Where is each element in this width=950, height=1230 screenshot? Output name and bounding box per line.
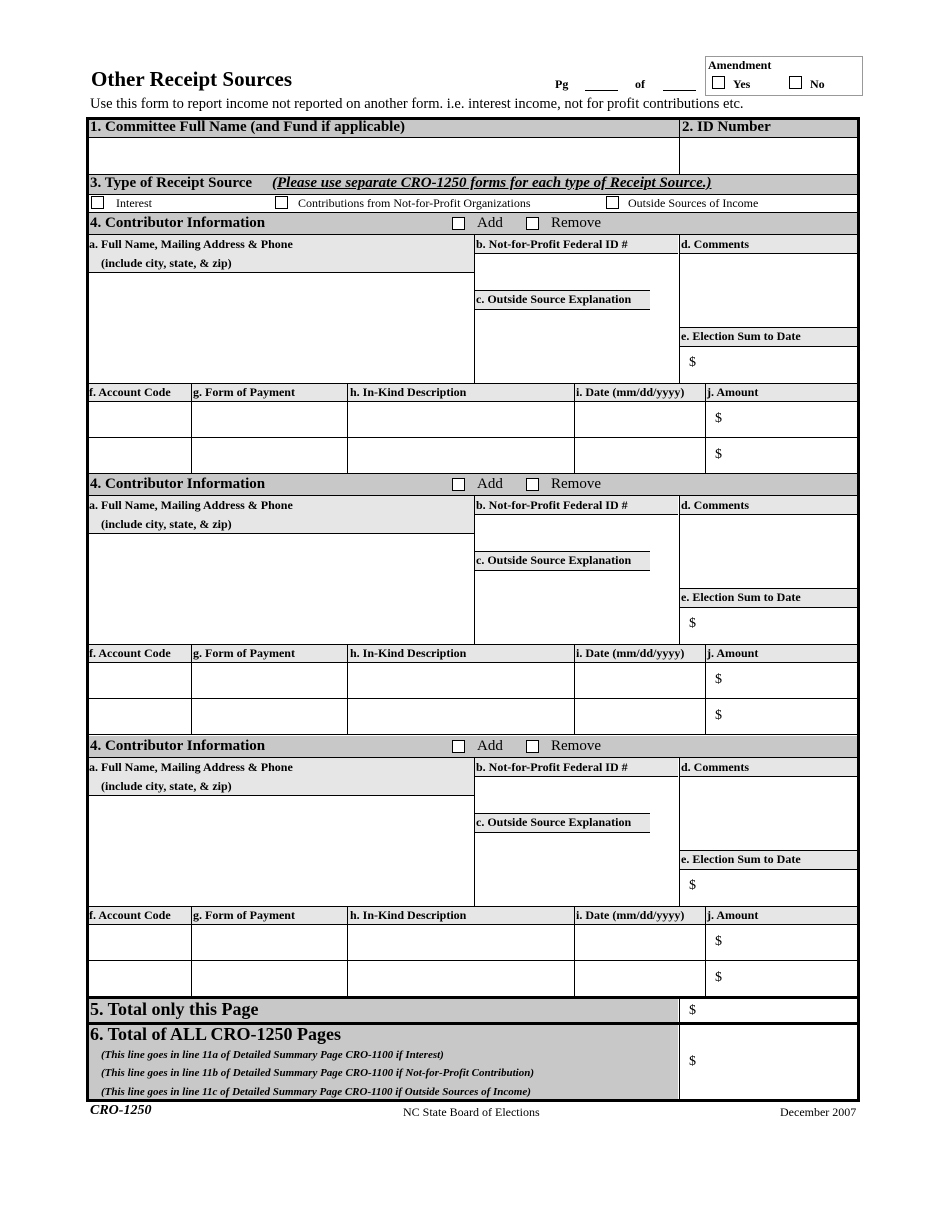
interest-checkbox[interactable] bbox=[91, 196, 104, 209]
pg-label: Pg bbox=[555, 77, 569, 91]
election-sum-field[interactable] bbox=[701, 608, 857, 643]
remove-checkbox[interactable] bbox=[526, 478, 539, 491]
page-total-field[interactable] bbox=[663, 90, 696, 91]
remove-label: Remove bbox=[551, 215, 601, 231]
amount-label: j. Amount bbox=[707, 646, 759, 660]
name-label: a. Full Name, Mailing Address & Phone bbox=[89, 760, 293, 774]
form-description: Use this form to report income not reported on another form. i.e. interest income, not for profit contributions etc. bbox=[90, 96, 744, 112]
entry-row[interactable] bbox=[89, 925, 857, 960]
total-page-field[interactable] bbox=[700, 1000, 857, 1021]
amount-dollar: $ bbox=[715, 672, 722, 687]
add-label: Add bbox=[477, 738, 503, 754]
comments-label: d. Comments bbox=[681, 760, 749, 774]
amendment-no-checkbox[interactable] bbox=[789, 76, 802, 89]
account-code-label: f. Account Code bbox=[89, 646, 171, 660]
form-payment-label: g. Form of Payment bbox=[193, 908, 295, 922]
amendment-yes-label: Yes bbox=[733, 77, 751, 91]
name-address-field[interactable] bbox=[89, 796, 473, 904]
name-address-field[interactable] bbox=[89, 534, 473, 642]
fed-id-field[interactable] bbox=[475, 515, 678, 550]
committee-name-field[interactable] bbox=[89, 138, 678, 173]
inkind-label: h. In-Kind Description bbox=[350, 646, 467, 660]
outside-sources-checkbox[interactable] bbox=[606, 196, 619, 209]
entry-row[interactable] bbox=[89, 438, 857, 473]
nonprofit-checkbox[interactable] bbox=[275, 196, 288, 209]
amount-dollar: $ bbox=[715, 708, 722, 723]
remove-label: Remove bbox=[551, 738, 601, 754]
date-label: i. Date (mm/dd/yyyy) bbox=[576, 646, 685, 660]
explanation-label: c. Outside Source Explanation bbox=[476, 292, 632, 306]
total-all-label: 6. Total of ALL CRO-1250 Pages bbox=[90, 1024, 342, 1044]
inkind-label: h. In-Kind Description bbox=[350, 385, 467, 399]
name-address-field[interactable] bbox=[89, 273, 473, 381]
election-sum-dollar: $ bbox=[689, 878, 696, 893]
explanation-label: c. Outside Source Explanation bbox=[476, 553, 632, 567]
amount-dollar: $ bbox=[715, 447, 722, 462]
amount-dollar: $ bbox=[715, 970, 722, 985]
election-sum-label: e. Election Sum to Date bbox=[681, 329, 801, 343]
page-number-field[interactable] bbox=[585, 90, 618, 91]
election-sum-field[interactable] bbox=[701, 870, 857, 905]
comments-field[interactable] bbox=[680, 777, 857, 850]
name-sub-label: (include city, state, & zip) bbox=[101, 779, 232, 793]
election-sum-dollar: $ bbox=[689, 616, 696, 631]
account-code-label: f. Account Code bbox=[89, 908, 171, 922]
form-payment-label: g. Form of Payment bbox=[193, 385, 295, 399]
comments-label: d. Comments bbox=[681, 237, 749, 251]
fed-id-label: b. Not-for-Profit Federal ID # bbox=[476, 760, 628, 774]
amount-dollar: $ bbox=[715, 411, 722, 426]
election-sum-field[interactable] bbox=[701, 347, 857, 382]
total-note-c: (This line goes in line 11c of Detailed Summary Page CRO-1100 if Outside Sources of Income) bbox=[101, 1086, 531, 1098]
add-checkbox[interactable] bbox=[452, 740, 465, 753]
amount-label: j. Amount bbox=[707, 908, 759, 922]
form-title: Other Receipt Sources bbox=[91, 67, 293, 91]
amendment-label: Amendment bbox=[708, 58, 772, 72]
fed-id-label: b. Not-for-Profit Federal ID # bbox=[476, 498, 628, 512]
total-all-dollar: $ bbox=[689, 1054, 696, 1069]
add-label: Add bbox=[477, 215, 503, 231]
total-note-a: (This line goes in line 11a of Detailed Summary Page CRO-1100 if Interest) bbox=[101, 1049, 444, 1061]
explanation-field[interactable] bbox=[475, 571, 678, 643]
name-sub-label: (include city, state, & zip) bbox=[101, 517, 232, 531]
outside-sources-label: Outside Sources of Income bbox=[628, 196, 759, 210]
explanation-label: c. Outside Source Explanation bbox=[476, 815, 632, 829]
contributor-title: 4. Contributor Information bbox=[90, 476, 266, 492]
explanation-field[interactable] bbox=[475, 833, 678, 905]
contributor-title: 4. Contributor Information bbox=[90, 738, 266, 754]
of-label: of bbox=[635, 77, 645, 91]
comments-field[interactable] bbox=[680, 515, 857, 588]
fed-id-field[interactable] bbox=[475, 254, 678, 289]
amendment-no-label: No bbox=[810, 77, 825, 91]
amendment-yes-checkbox[interactable] bbox=[712, 76, 725, 89]
receipt-source-note: (Please use separate CRO-1250 forms for each type of Receipt Source.) bbox=[272, 175, 712, 191]
account-code-label: f. Account Code bbox=[89, 385, 171, 399]
amount-dollar: $ bbox=[715, 934, 722, 949]
election-sum-dollar: $ bbox=[689, 355, 696, 370]
form-date: December 2007 bbox=[780, 1105, 857, 1119]
entry-row[interactable] bbox=[89, 961, 857, 996]
receipt-source-label: 3. Type of Receipt Source bbox=[90, 175, 253, 191]
total-page-label: 5. Total only this Page bbox=[90, 999, 259, 1019]
entry-row[interactable] bbox=[89, 699, 857, 734]
form-payment-label: g. Form of Payment bbox=[193, 646, 295, 660]
total-page-dollar: $ bbox=[689, 1003, 696, 1018]
entry-row[interactable] bbox=[89, 663, 857, 698]
add-checkbox[interactable] bbox=[452, 478, 465, 491]
name-label: a. Full Name, Mailing Address & Phone bbox=[89, 498, 293, 512]
inkind-label: h. In-Kind Description bbox=[350, 908, 467, 922]
id-number-label: 2. ID Number bbox=[682, 119, 771, 135]
remove-label: Remove bbox=[551, 476, 601, 492]
committee-label: 1. Committee Full Name (and Fund if applicable) bbox=[90, 119, 405, 135]
contributor-title: 4. Contributor Information bbox=[90, 215, 266, 231]
contributor-block bbox=[89, 474, 857, 735]
nonprofit-label: Contributions from Not-for-Profit Organizations bbox=[298, 196, 531, 210]
id-number-field[interactable] bbox=[680, 138, 857, 173]
election-sum-label: e. Election Sum to Date bbox=[681, 590, 801, 604]
election-sum-label: e. Election Sum to Date bbox=[681, 852, 801, 866]
agency-name: NC State Board of Elections bbox=[403, 1105, 540, 1119]
name-sub-label: (include city, state, & zip) bbox=[101, 256, 232, 270]
date-label: i. Date (mm/dd/yyyy) bbox=[576, 908, 685, 922]
form-id: CRO-1250 bbox=[90, 1103, 152, 1118]
interest-label: Interest bbox=[116, 196, 152, 210]
total-note-b: (This line goes in line 11b of Detailed Summary Page CRO-1100 if Not-for-Profit Contribution) bbox=[101, 1067, 534, 1079]
fed-id-label: b. Not-for-Profit Federal ID # bbox=[476, 237, 628, 251]
name-label: a. Full Name, Mailing Address & Phone bbox=[89, 237, 293, 251]
entry-row[interactable] bbox=[89, 402, 857, 437]
add-label: Add bbox=[477, 476, 503, 492]
explanation-field[interactable] bbox=[475, 310, 678, 382]
fed-id-field[interactable] bbox=[475, 777, 678, 812]
total-all-field[interactable] bbox=[700, 1026, 857, 1098]
contributor-block bbox=[89, 213, 857, 474]
date-label: i. Date (mm/dd/yyyy) bbox=[576, 385, 685, 399]
comments-field[interactable] bbox=[680, 254, 857, 327]
amendment-box bbox=[705, 56, 863, 96]
remove-checkbox[interactable] bbox=[526, 740, 539, 753]
contributor-block bbox=[89, 736, 857, 997]
comments-label: d. Comments bbox=[681, 498, 749, 512]
amount-label: j. Amount bbox=[707, 385, 759, 399]
remove-checkbox[interactable] bbox=[526, 217, 539, 230]
add-checkbox[interactable] bbox=[452, 217, 465, 230]
